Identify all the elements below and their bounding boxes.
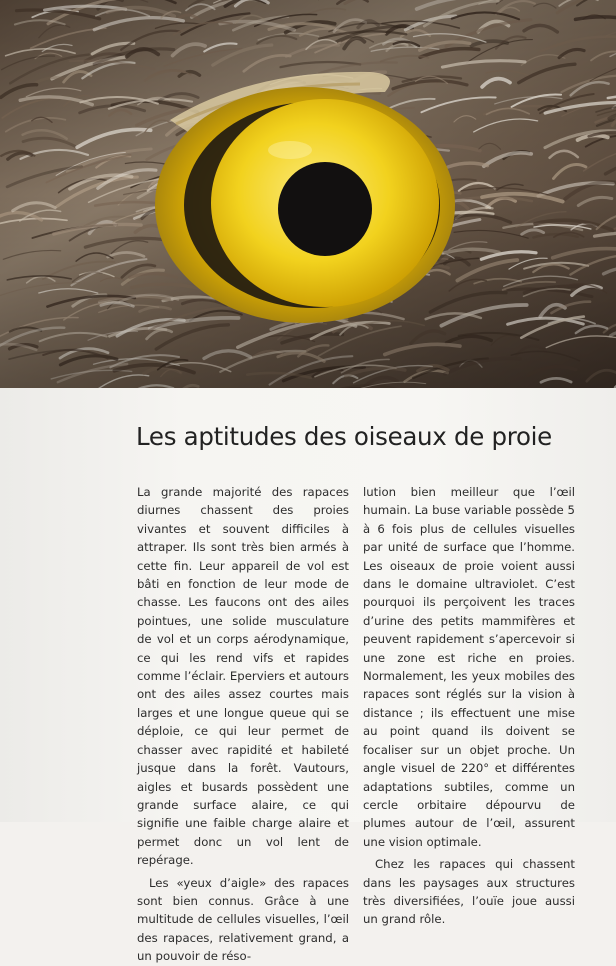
paragraph: lution bien meilleur que l’œil humain. La buse variable possède 5 à 6 fois plus de cellules visuelles par unité de surface que l’homme. Les oiseaux de proie voient aussi dans le domaine ultraviolet. C’est pourquoi ils perçoivent les traces d’urine des petits mammifères et peuvent rapidement s’apercevoir si une zone est riche en proies. Normalement, les yeux mobiles des rapaces sont réglés sur la vision à distance ; ils effectuent une mise au point quand ils doivent se focaliser sur un objet proche. Un angle visuel de 220° et différentes adaptations subtiles, comme un cercle orbitaire dépourvu de plumes autour de l’œil, assurent une vision optimale. bbox=[363, 483, 575, 851]
left-column bbox=[137, 483, 349, 966]
paragraph: Les «yeux d’aigle» des rapaces sont bien connus. Grâce à une multitude de cellules visuelles, l’œil des rapaces, relativement grand, a un pouvoir de réso- bbox=[137, 874, 349, 966]
pupil bbox=[278, 162, 372, 256]
paragraph: Chez les rapaces qui chassent dans les paysages aux structures très diversifiées, l’ouïe joue aussi un grand rôle. bbox=[363, 855, 575, 929]
article-title: Les aptitudes des oiseaux de proie bbox=[136, 422, 552, 451]
right-column bbox=[363, 483, 575, 929]
eagle-eye-photo bbox=[0, 0, 616, 388]
paragraph: La grande majorité des rapaces diurnes chassent des proies vivantes et souvent difficiles à attraper. Ils sont très bien armés à cette fin. Leur appareil de vol est bâti en fonction de leur mode de chasse. Les faucons ont des ailes pointues, une solide musculature de vol et un corps aérodynamique, ce qui les rend vifs et rapides comme l’éclair. Eperviers et autours ont des ailes assez courtes mais larges et une longue queue qui se déploie, ce qui leur permet de chasser avec rapidité et habileté jusque dans la forêt. Vautours, aigles et busards possèdent une grande surface alaire, ce qui signifie une faible charge alaire et permet donc un vol lent de repérage. bbox=[137, 483, 349, 870]
eagle-eye-illustration bbox=[0, 0, 616, 388]
